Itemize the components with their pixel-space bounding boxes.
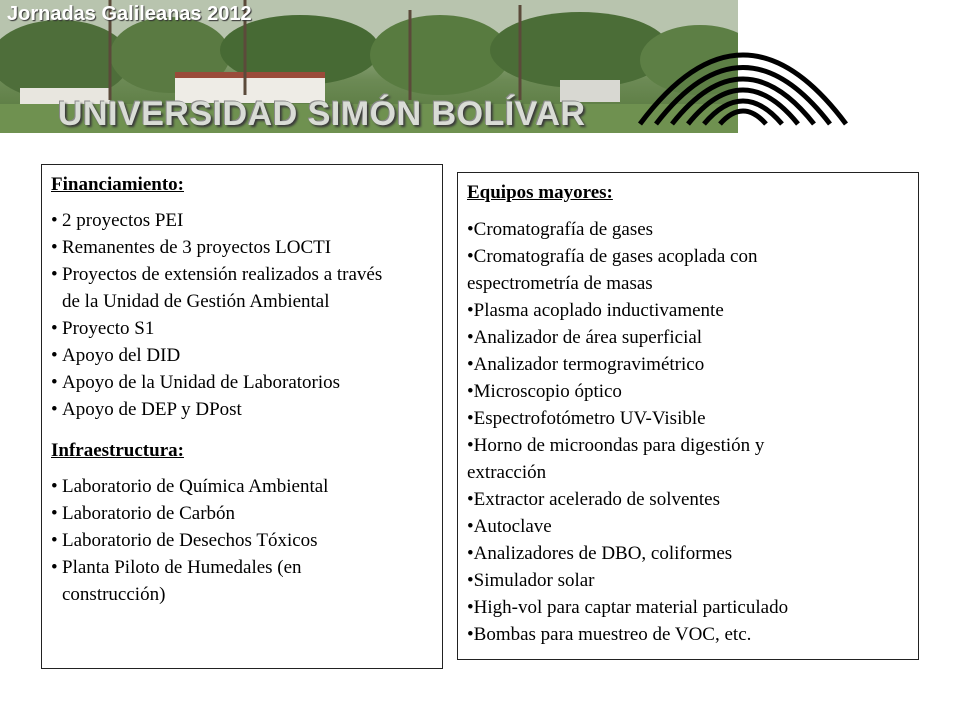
infrastructure-heading: Infraestructura: <box>51 440 184 461</box>
list-item: • High-vol para captar material particulado <box>467 594 918 621</box>
list-item: • Apoyo del DID <box>51 342 442 369</box>
list-item: • Laboratorio de Química Ambiental <box>51 473 442 500</box>
list-item: • Plasma acoplado inductivamente <box>467 297 918 324</box>
list-item: • Analizador termogravimétrico <box>467 351 918 378</box>
financing-list <box>51 207 442 423</box>
list-item: • Extractor acelerado de solventes <box>467 486 918 513</box>
list-item: • Proyecto S1 <box>51 315 442 342</box>
list-item: • Planta Piloto de Humedales (en construcción) <box>51 554 372 608</box>
major-equipment-box <box>457 172 919 660</box>
equipment-list <box>467 216 918 648</box>
infrastructure-list <box>51 473 442 608</box>
financing-heading: Financiamiento: <box>51 174 184 195</box>
list-item: • 2 proyectos PEI <box>51 207 442 234</box>
list-item: • Analizadores de DBO, coliformes <box>467 540 918 567</box>
event-title: Jornadas Galileanas 2012 <box>7 3 252 25</box>
list-item: • Horno de microondas para digestión y extracción <box>467 432 847 486</box>
list-item: • Bombas para muestreo de VOC, etc. <box>467 621 918 648</box>
list-item: • Apoyo de la Unidad de Laboratorios <box>51 369 442 396</box>
list-item: • Remanentes de 3 proyectos LOCTI <box>51 234 442 261</box>
list-item: • Simulador solar <box>467 567 918 594</box>
list-item: • Apoyo de DEP y DPost <box>51 396 442 423</box>
list-item: • Autoclave <box>467 513 918 540</box>
header-banner <box>0 0 960 133</box>
usb-logo-icon <box>628 6 858 126</box>
financing-infrastructure-box <box>41 164 443 669</box>
equipment-heading: Equipos mayores: <box>467 182 613 203</box>
list-item: • Espectrofotómetro UV-Visible <box>467 405 918 432</box>
list-item: • Proyectos de extensión realizados a través de la Unidad de Gestión Ambiental <box>51 261 392 315</box>
university-name: UNIVERSIDAD SIMÓN BOLÍVAR <box>58 95 586 133</box>
list-item: • Laboratorio de Desechos Tóxicos <box>51 527 442 554</box>
list-item: • Laboratorio de Carbón <box>51 500 442 527</box>
list-item: • Analizador de área superficial <box>467 324 918 351</box>
list-item: • Cromatografía de gases <box>467 216 918 243</box>
list-item: • Cromatografía de gases acoplada con espectrometría de masas <box>467 243 827 297</box>
list-item: • Microscopio óptico <box>467 378 918 405</box>
